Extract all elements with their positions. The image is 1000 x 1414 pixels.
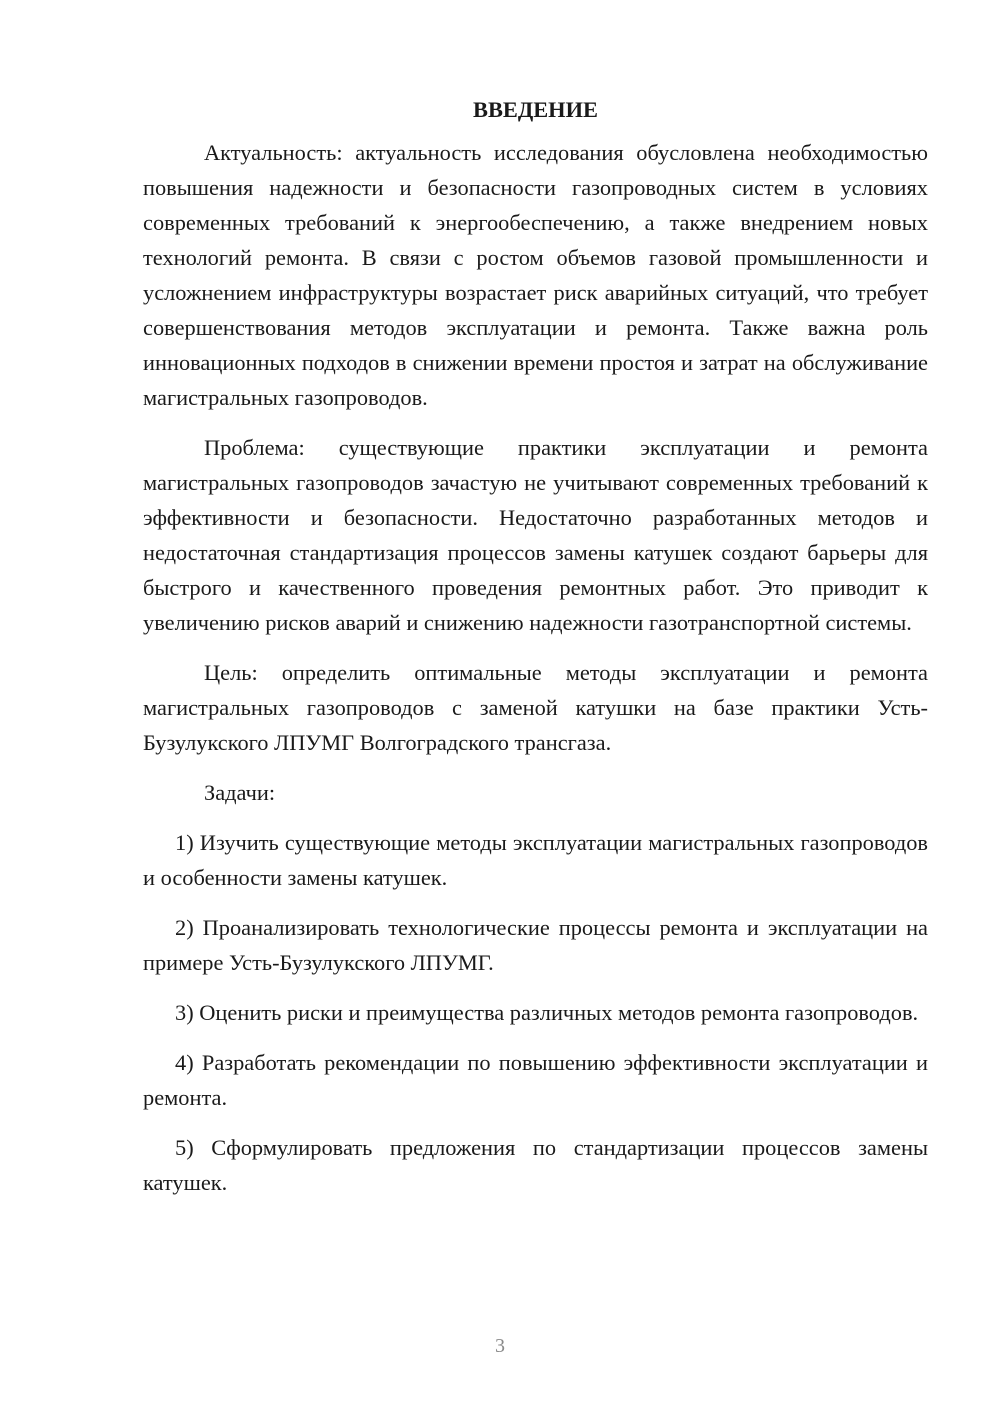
paragraph-goal: Цель: определить оптимальные методы эксплуатации и ремонта магистральных газопроводов с заменой катушки на базе практики Усть-Бузулукского ЛПУМГ Волгоградского трансгаза. [143, 660, 928, 755]
document-body [143, 95, 928, 1215]
task-item: 1) Изучить существующие методы эксплуатации магистральных газопроводов и особенности замены катушек. [143, 830, 928, 890]
paragraph-problem: Проблема: существующие практики эксплуатации и ремонта магистральных газопроводов зачастую не учитывают современных требований к эффективности и безопасности. Недостаточно разработанных методов и недостаточная стандартизация процессов замены катушек создают барьеры для быстрого и качественного проведения ремонтных работ. Это приводит к увеличению рисков аварий и снижению надежности газотранспортной системы. [143, 435, 928, 635]
task-item: 5) Сформулировать предложения по стандартизации процессов замены катушек. [143, 1135, 928, 1195]
paragraph-relevance: Актуальность: актуальность исследования обусловлена необходимостью повышения надежности и безопасности газопроводных систем в условиях современных требований к энергообеспечению, а также внедрением новых технологий ремонта. В связи с ростом объемов газовой промышленности и усложнением инфраструктуры возрастает риск аварийных ситуаций, что требует совершенствования методов эксплуатации и ремонта. Также важна роль инновационных подходов в снижении времени простоя и затрат на обслуживание магистральных газопроводов. [143, 140, 928, 410]
tasks-heading: Задачи: [204, 780, 276, 805]
task-item: 2) Проанализировать технологические процессы ремонта и эксплуатации на примере Усть-Бузулукского ЛПУМГ. [143, 915, 928, 975]
task-item: 4) Разработать рекомендации по повышению эффективности эксплуатации и ремонта. [143, 1050, 928, 1110]
task-item: 3) Оценить риски и преимущества различных методов ремонта газопроводов. [175, 1000, 919, 1025]
page-number: 3 [495, 1335, 505, 1357]
section-title: ВВЕДЕНИЕ [473, 97, 598, 122]
